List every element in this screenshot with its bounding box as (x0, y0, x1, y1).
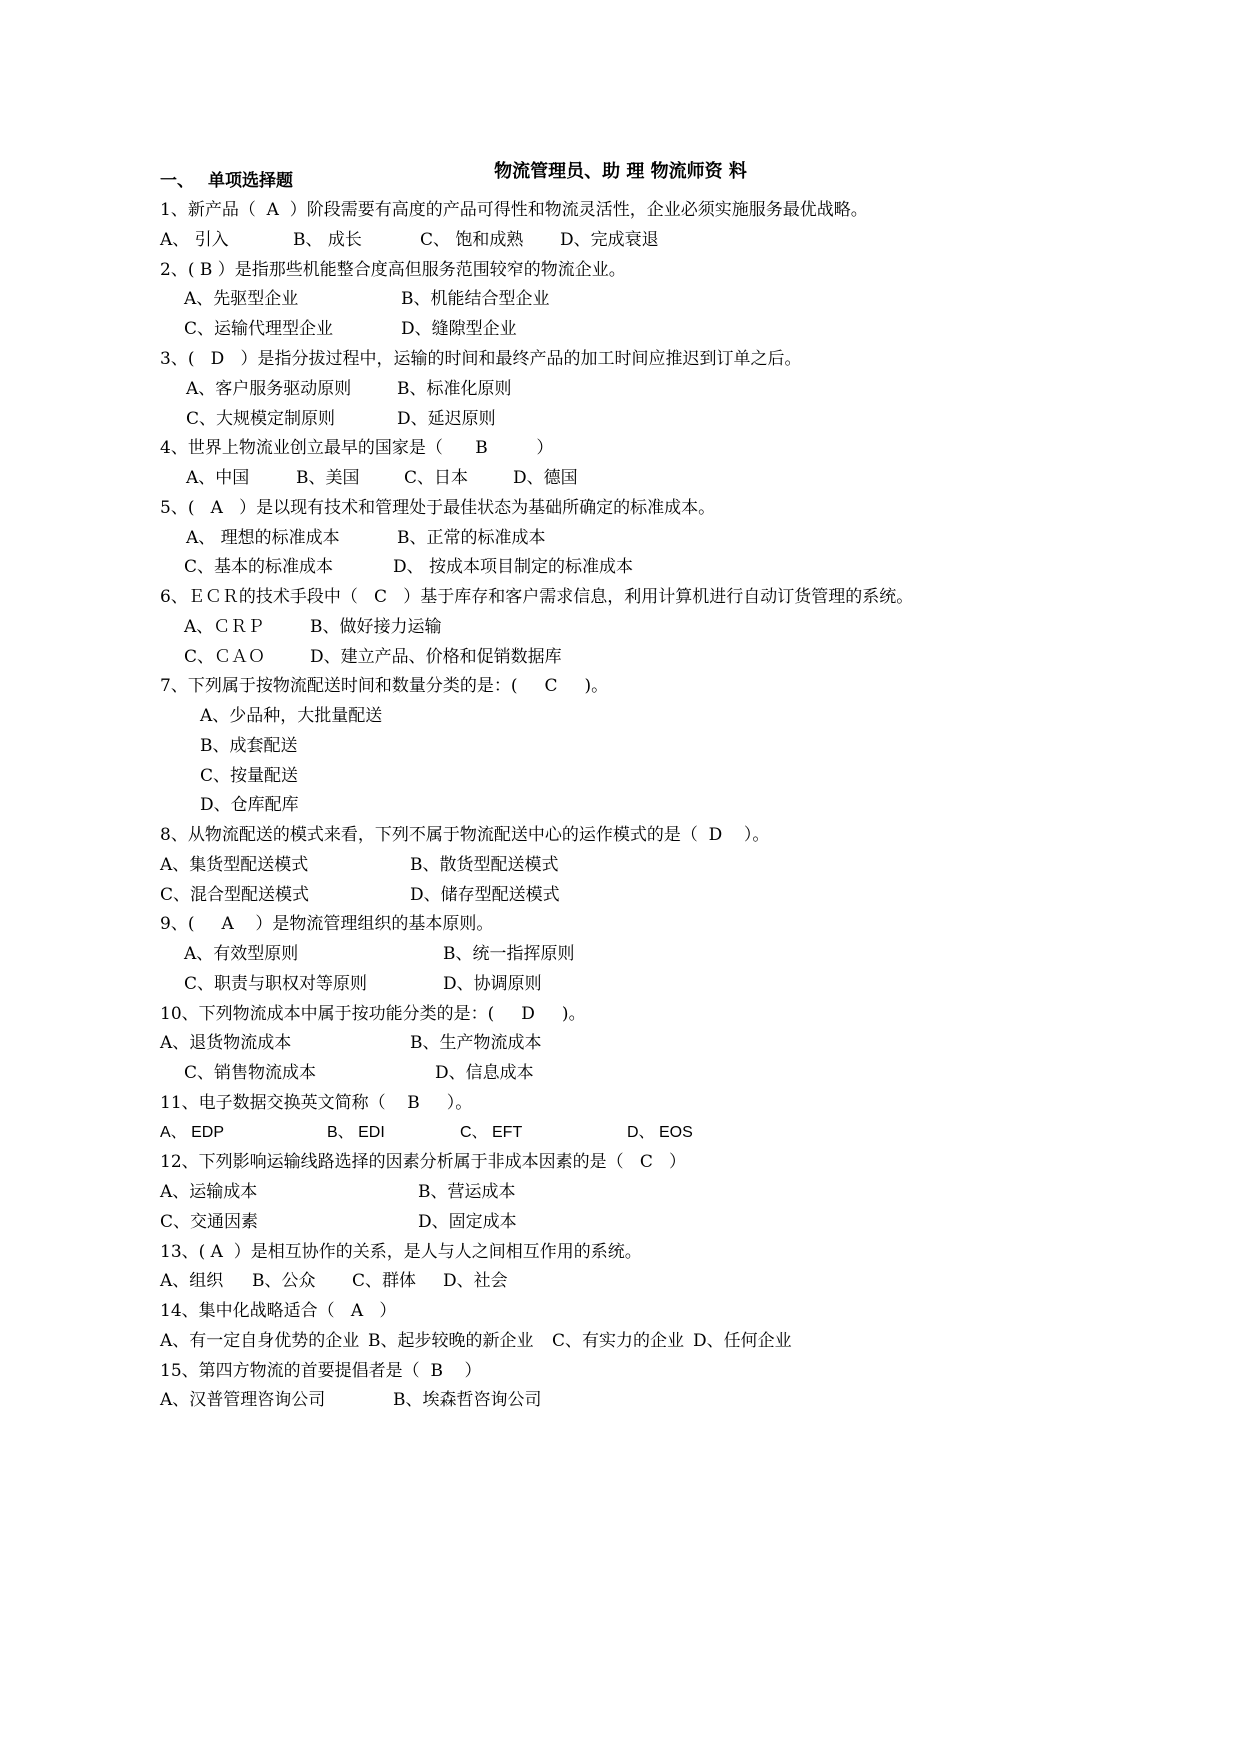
question-stem: 9、( A ）是物流管理组织的基本原则。 (160, 914, 494, 934)
option-row (160, 1178, 960, 1206)
option: C、群体 (352, 1271, 417, 1291)
option: A、集货型配送模式 (160, 855, 309, 875)
question-stem: 15、第四方物流的首要提倡者是（ B ） (160, 1361, 482, 1381)
option: A、 EDP (160, 1124, 225, 1141)
option: C、混合型配送模式 (160, 885, 310, 905)
option-row (186, 405, 986, 433)
option: B、机能结合型企业 (401, 289, 550, 309)
option: C、ＣＡＯ (184, 647, 266, 667)
option: D、延迟原则 (397, 409, 496, 429)
option-row (160, 1029, 960, 1057)
question-stem: 6、ＥＣＲ的技术手段中（ C ）基于库存和客户需求信息，利用计算机进行自动订货管理的系统。 (160, 587, 914, 607)
option: B、散货型配送模式 (410, 855, 559, 875)
option-row (160, 1327, 1060, 1355)
question-stem: 10、下列物流成本中属于按功能分类的是：( D )。 (160, 1004, 586, 1024)
option: B、正常的标准成本 (397, 528, 546, 548)
option: D、 EOS (627, 1124, 693, 1141)
option: B、 EDI (327, 1124, 385, 1141)
question-stem: 5、( A ）是以现有技术和管理处于最佳状态为基础所确定的标准成本。 (160, 498, 716, 518)
question-stem: 1、新产品（ A ）阶段需要有高度的产品可得性和物流灵活性，企业必须实施服务最优战略。 (160, 200, 868, 220)
option-row (186, 464, 986, 492)
option-row (184, 553, 984, 581)
option-row (160, 1208, 960, 1236)
option-row (184, 940, 984, 968)
option: C、有实力的企业 (552, 1331, 685, 1351)
option: D、缝隙型企业 (401, 319, 517, 339)
option: D、德国 (513, 468, 578, 488)
option: A、有效型原则 (184, 944, 299, 964)
option: A、客户服务驱动原则 (186, 379, 352, 399)
option: C、 EFT (460, 1124, 523, 1141)
option: A、退货物流成本 (160, 1033, 292, 1053)
option: B、标准化原则 (397, 379, 512, 399)
option-row (160, 881, 960, 909)
question-stem: 11、电子数据交换英文简称（ B ）。 (160, 1093, 473, 1113)
option-row (160, 1386, 960, 1414)
question-stem: 13、( A ）是相互协作的关系，是人与人之间相互作用的系统。 (160, 1242, 642, 1262)
option: D、储存型配送模式 (410, 885, 560, 905)
option-row (186, 375, 986, 403)
section-label: 单项选择题 (208, 171, 293, 191)
option: A、ＣＲＰ (184, 617, 265, 637)
option: B、起步较晚的新企业 (368, 1331, 534, 1351)
document-title: 物流管理员、助 理 物流师资 料 (494, 161, 747, 182)
option: B、成套配送 (200, 736, 298, 756)
option: B、做好接力运输 (310, 617, 442, 637)
option: D、固定成本 (418, 1212, 517, 1232)
option: A、 引入 (160, 230, 229, 250)
section-number: 一、 (160, 171, 194, 191)
option: B、埃森哲咨询公司 (393, 1390, 542, 1410)
option: D、完成衰退 (560, 230, 659, 250)
option: A、少品种，大批量配送 (200, 706, 383, 726)
option-row (160, 226, 1060, 254)
option: A、组织 (160, 1271, 224, 1291)
option-row (184, 315, 984, 343)
option-row (184, 970, 984, 998)
option-row (160, 1267, 960, 1295)
option: C、运输代理型企业 (184, 319, 334, 339)
option: B、美国 (296, 468, 360, 488)
question-stem: 2、( B ）是指那些机能整合度高但服务范围较窄的物流企业。 (160, 260, 626, 280)
option: D、 按成本项目制定的标准成本 (393, 557, 634, 577)
option: C、按量配送 (200, 766, 299, 786)
option: C、销售物流成本 (184, 1063, 317, 1083)
option-row (160, 1119, 960, 1147)
option: D、协调原则 (443, 974, 542, 994)
option: C、职责与职权对等原则 (184, 974, 368, 994)
option: A、 理想的标准成本 (186, 528, 340, 548)
option-row (186, 524, 986, 552)
question-stem: 8、从物流配送的模式来看，下列不属于物流配送中心的运作模式的是（ D ）。 (160, 825, 770, 845)
question-stem: 7、下列属于按物流配送时间和数量分类的是：( C )。 (160, 676, 609, 696)
option: B、生产物流成本 (410, 1033, 542, 1053)
option: B、统一指挥原则 (443, 944, 575, 964)
option-row (184, 613, 984, 641)
option-row (160, 851, 960, 879)
option: D、社会 (443, 1271, 508, 1291)
option: B、 成长 (293, 230, 362, 250)
option: B、公众 (252, 1271, 316, 1291)
question-stem: 12、下列影响运输线路选择的因素分析属于非成本因素的是（ C ） (160, 1152, 687, 1172)
option: A、中国 (186, 468, 250, 488)
option: C、基本的标准成本 (184, 557, 334, 577)
option: A、运输成本 (160, 1182, 258, 1202)
option: B、营运成本 (418, 1182, 516, 1202)
question-stem: 4、世界上物流业创立最早的国家是（ B ） (160, 438, 554, 458)
option-row (184, 1059, 984, 1087)
option: D、信息成本 (435, 1063, 534, 1083)
question-stem: 14、集中化战略适合（ A ） (160, 1301, 397, 1321)
option: C、日本 (404, 468, 469, 488)
option-row (184, 285, 984, 313)
option: C、大规模定制原则 (186, 409, 336, 429)
option-row (184, 643, 984, 671)
option: A、汉普管理咨询公司 (160, 1390, 326, 1410)
option: C、交通因素 (160, 1212, 259, 1232)
option: D、仓库配库 (200, 795, 299, 815)
option: D、任何企业 (693, 1331, 792, 1351)
option: A、有一定自身优势的企业 (160, 1331, 360, 1351)
question-stem: 3、( D ）是指分拔过程中，运输的时间和最终产品的加工时间应推迟到订单之后。 (160, 349, 802, 369)
section-heading (160, 167, 560, 195)
option: D、建立产品、价格和促销数据库 (310, 647, 562, 667)
option: A、先驱型企业 (184, 289, 299, 309)
option: C、 饱和成熟 (420, 230, 524, 250)
